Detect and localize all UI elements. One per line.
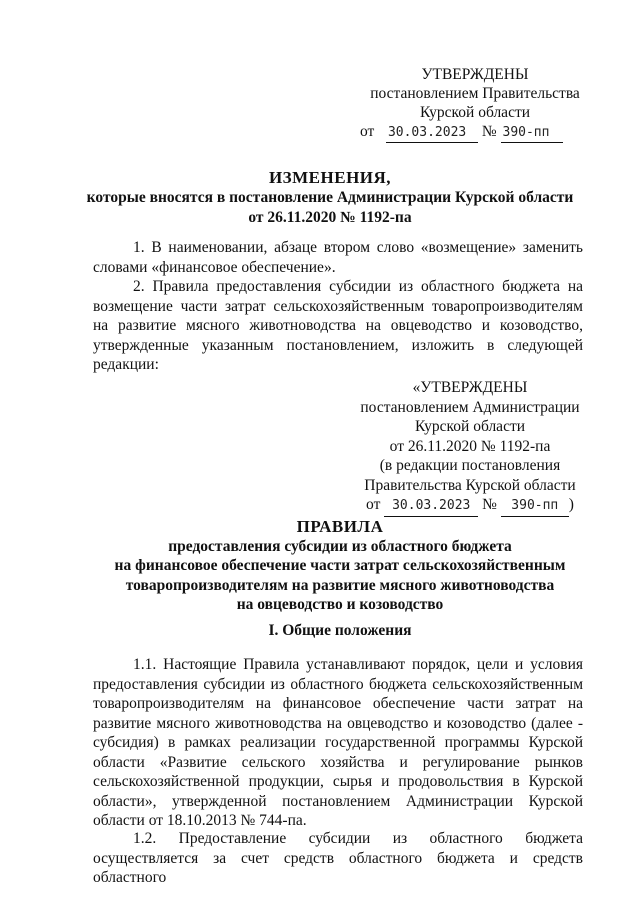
- inner-approval-date-line: от 30.03.2023 № 390-пп ): [350, 495, 590, 517]
- inner-approval-line: от 26.11.2020 № 1192-па: [389, 437, 551, 455]
- changes-subtitle: от 26.11.2020 № 1192-па: [248, 209, 412, 226]
- paragraph-1-1: 1.1. Настоящие Правила устанавливают порядок, цели и условия предоставления субсидии из областного бюджета сельскохозяйственным товаропроизводителям на финансовое обеспечение части затрат на развитие мясного животноводства на овцеводство и козоводство (далее - субсидия) в рамках реализации государственной программы Курской области «Развитие сельского хозяйства и регулирование рынков сельскохозяйственной продукции, сырья и продовольствия в Курской области», утвержденной постановлением Администрации Курской области от 18.10.2013 № 744-па.: [93, 656, 583, 829]
- rules-heading: ПРАВИЛА: [296, 517, 384, 536]
- approval-date: 30.03.2023: [386, 123, 478, 143]
- paragraph-1-2: 1.2. Предоставление субсидии из областного бюджета осуществляется за счет средств областного бюджета и средств областного: [93, 830, 583, 886]
- paragraph-1: 1. В наименовании, абзаце втором слово «возмещение» заменить словами «финансовое обеспечение».: [93, 239, 583, 276]
- approval-stamp: [360, 65, 590, 143]
- changes-heading: ИЗМЕНЕНИЯ,: [268, 168, 392, 187]
- rules-subtitle: предоставления субсидии из областного бюджета: [168, 537, 512, 555]
- approval-number: 390-пп: [501, 123, 563, 143]
- changes-title: [60, 168, 600, 228]
- number-sign: №: [481, 123, 497, 140]
- paragraph-2: 2. Правила предоставления субсидии из областного бюджета на возмещение части затрат сельскохозяйственным товаропроизводителям на развитие мясного животноводства на овцеводство и козоводство, утвержденные указанным постановлением, изложить в следующей редакции:: [93, 278, 583, 373]
- inner-approval-line: Правительства Курской области: [364, 476, 576, 494]
- approval-title: УТВЕРЖДЕНЫ: [421, 66, 529, 83]
- section-heading: I. Общие положения: [268, 622, 412, 639]
- inner-approval-number: 390-пп: [501, 496, 569, 517]
- rules-subtitle: на овцеводство и козоводство: [236, 596, 444, 613]
- inner-approval-date: 30.03.2023: [384, 496, 478, 517]
- inner-approval-title: «УТВЕРЖДЕНЫ: [412, 379, 528, 396]
- rules-subtitle: товаропроизводителям на развитие мясного животноводства: [125, 576, 555, 594]
- from-label: от: [360, 123, 375, 140]
- inner-approval-stamp: [350, 378, 590, 517]
- inner-approval-line: Курской области: [414, 418, 526, 435]
- rules-title: [90, 517, 590, 615]
- inner-approval-line: (в редакции постановления: [379, 457, 561, 474]
- changes-subtitle: которые вносятся в постановление Администрации Курской области: [86, 189, 574, 206]
- inner-approval-line: постановлением Администрации: [360, 398, 580, 416]
- rules-subtitle: на финансовое обеспечение части затрат сельскохозяйственным: [114, 557, 566, 574]
- approval-line: Курской области: [419, 104, 531, 121]
- approval-line: постановлением Правительства: [370, 85, 580, 102]
- approval-date-line: [360, 122, 590, 143]
